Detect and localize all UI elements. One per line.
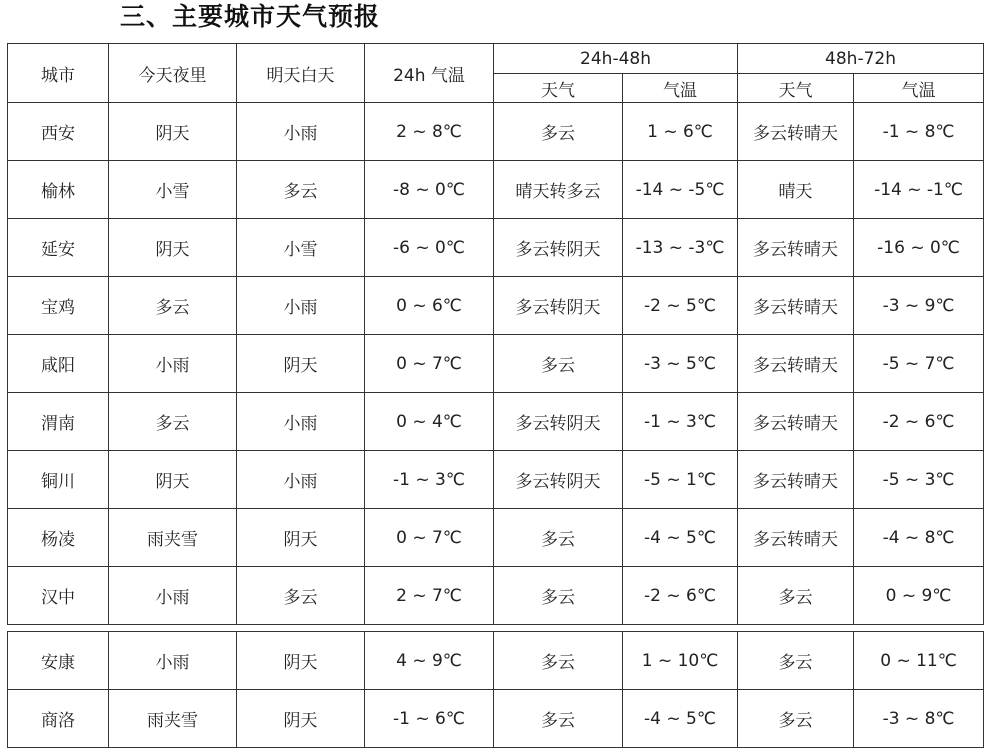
city-cell: 商洛: [8, 690, 109, 748]
forecast-table: [7, 43, 984, 748]
temp-72h-cell: -5 ~ 3℃: [854, 451, 984, 509]
temp-48h-cell: -1 ~ 3℃: [623, 393, 738, 451]
table-row: [8, 335, 984, 393]
header-tonight: 今天夜里: [109, 44, 237, 103]
weather-72h-cell: 多云转晴天: [738, 219, 854, 277]
temp-24h-cell: -1 ~ 3℃: [365, 451, 494, 509]
temp-72h-cell: -2 ~ 6℃: [854, 393, 984, 451]
weather-48h-cell: 多云: [494, 567, 623, 625]
temp-72h-cell: 0 ~ 9℃: [854, 567, 984, 625]
table-row: [8, 567, 984, 625]
temp-48h-cell: -14 ~ -5℃: [623, 161, 738, 219]
header-row: [8, 44, 984, 74]
header-weather-72: 天气: [738, 74, 854, 103]
weather-72h-cell: 多云转晴天: [738, 103, 854, 161]
temp-48h-cell: -2 ~ 6℃: [623, 567, 738, 625]
temp-24h-cell: 0 ~ 7℃: [365, 335, 494, 393]
table-row: [8, 103, 984, 161]
weather-48h-cell: 多云转阴天: [494, 451, 623, 509]
tonight-cell: 小雪: [109, 161, 237, 219]
city-cell: 铜川: [8, 451, 109, 509]
temp-72h-cell: -1 ~ 8℃: [854, 103, 984, 161]
temp-72h-cell: -16 ~ 0℃: [854, 219, 984, 277]
day-cell: 多云: [237, 567, 365, 625]
city-cell: 西安: [8, 103, 109, 161]
tonight-cell: 多云: [109, 393, 237, 451]
day-cell: 小雨: [237, 451, 365, 509]
weather-72h-cell: 多云: [738, 632, 854, 690]
weather-48h-cell: 多云: [494, 103, 623, 161]
weather-48h-cell: 多云转阴天: [494, 277, 623, 335]
temp-24h-cell: -8 ~ 0℃: [365, 161, 494, 219]
city-cell: 榆林: [8, 161, 109, 219]
temp-72h-cell: -5 ~ 7℃: [854, 335, 984, 393]
temp-24h-cell: 0 ~ 7℃: [365, 509, 494, 567]
day-cell: 小雨: [237, 103, 365, 161]
tonight-cell: 阴天: [109, 451, 237, 509]
tonight-cell: 阴天: [109, 219, 237, 277]
temp-72h-cell: 0 ~ 11℃: [854, 632, 984, 690]
temp-24h-cell: 0 ~ 4℃: [365, 393, 494, 451]
city-cell: 延安: [8, 219, 109, 277]
temp-72h-cell: -4 ~ 8℃: [854, 509, 984, 567]
table-row: [8, 393, 984, 451]
city-cell: 咸阳: [8, 335, 109, 393]
weather-48h-cell: 多云: [494, 509, 623, 567]
weather-72h-cell: 多云: [738, 690, 854, 748]
temp-24h-cell: 2 ~ 7℃: [365, 567, 494, 625]
table-row: [8, 219, 984, 277]
day-cell: 小雨: [237, 393, 365, 451]
weather-72h-cell: 多云转晴天: [738, 277, 854, 335]
table-row: [8, 509, 984, 567]
header-tomorrow-day: 明天白天: [237, 44, 365, 103]
header-temp-72: 气温: [854, 74, 984, 103]
day-cell: 阴天: [237, 690, 365, 748]
header-city: 城市: [8, 44, 109, 103]
day-cell: 小雨: [237, 277, 365, 335]
tonight-cell: 小雨: [109, 567, 237, 625]
temp-48h-cell: 1 ~ 10℃: [623, 632, 738, 690]
header-group-24-48: 24h-48h: [494, 44, 738, 74]
header-group-48-72: 48h-72h: [738, 44, 984, 74]
table-row: [8, 451, 984, 509]
table-row: [8, 277, 984, 335]
table-row: [8, 690, 984, 748]
city-cell: 渭南: [8, 393, 109, 451]
temp-48h-cell: -3 ~ 5℃: [623, 335, 738, 393]
tonight-cell: 多云: [109, 277, 237, 335]
gap-cell: [8, 625, 984, 632]
weather-48h-cell: 多云转阴天: [494, 393, 623, 451]
temp-48h-cell: -4 ~ 5℃: [623, 509, 738, 567]
day-cell: 小雪: [237, 219, 365, 277]
weather-72h-cell: 多云转晴天: [738, 393, 854, 451]
tonight-cell: 雨夹雪: [109, 690, 237, 748]
table-gap: [8, 625, 984, 632]
table-row: [8, 161, 984, 219]
city-cell: 汉中: [8, 567, 109, 625]
temp-24h-cell: -1 ~ 6℃: [365, 690, 494, 748]
temp-48h-cell: -5 ~ 1℃: [623, 451, 738, 509]
page-title: 三、主要城市天气预报: [120, 2, 381, 31]
temp-72h-cell: -14 ~ -1℃: [854, 161, 984, 219]
temp-72h-cell: -3 ~ 9℃: [854, 277, 984, 335]
header-weather-48: 天气: [494, 74, 623, 103]
weather-72h-cell: 多云转晴天: [738, 451, 854, 509]
tonight-cell: 小雨: [109, 632, 237, 690]
weather-48h-cell: 多云转阴天: [494, 219, 623, 277]
day-cell: 多云: [237, 161, 365, 219]
weather-48h-cell: 多云: [494, 632, 623, 690]
temp-48h-cell: -4 ~ 5℃: [623, 690, 738, 748]
temp-24h-cell: 2 ~ 8℃: [365, 103, 494, 161]
day-cell: 阴天: [237, 335, 365, 393]
weather-48h-cell: 多云: [494, 690, 623, 748]
temp-48h-cell: 1 ~ 6℃: [623, 103, 738, 161]
header-temp-48: 气温: [623, 74, 738, 103]
temp-72h-cell: -3 ~ 8℃: [854, 690, 984, 748]
weather-48h-cell: 晴天转多云: [494, 161, 623, 219]
weather-72h-cell: 多云转晴天: [738, 335, 854, 393]
weather-72h-cell: 晴天: [738, 161, 854, 219]
city-cell: 安康: [8, 632, 109, 690]
weather-72h-cell: 多云转晴天: [738, 509, 854, 567]
header-temp-24h: 24h 气温: [365, 44, 494, 103]
temp-48h-cell: -13 ~ -3℃: [623, 219, 738, 277]
weather-48h-cell: 多云: [494, 335, 623, 393]
weather-72h-cell: 多云: [738, 567, 854, 625]
table-row: [8, 632, 984, 690]
tonight-cell: 阴天: [109, 103, 237, 161]
city-cell: 宝鸡: [8, 277, 109, 335]
day-cell: 阴天: [237, 509, 365, 567]
temp-24h-cell: 0 ~ 6℃: [365, 277, 494, 335]
day-cell: 阴天: [237, 632, 365, 690]
tonight-cell: 小雨: [109, 335, 237, 393]
temp-48h-cell: -2 ~ 5℃: [623, 277, 738, 335]
temp-24h-cell: -6 ~ 0℃: [365, 219, 494, 277]
tonight-cell: 雨夹雪: [109, 509, 237, 567]
temp-24h-cell: 4 ~ 9℃: [365, 632, 494, 690]
city-cell: 杨凌: [8, 509, 109, 567]
